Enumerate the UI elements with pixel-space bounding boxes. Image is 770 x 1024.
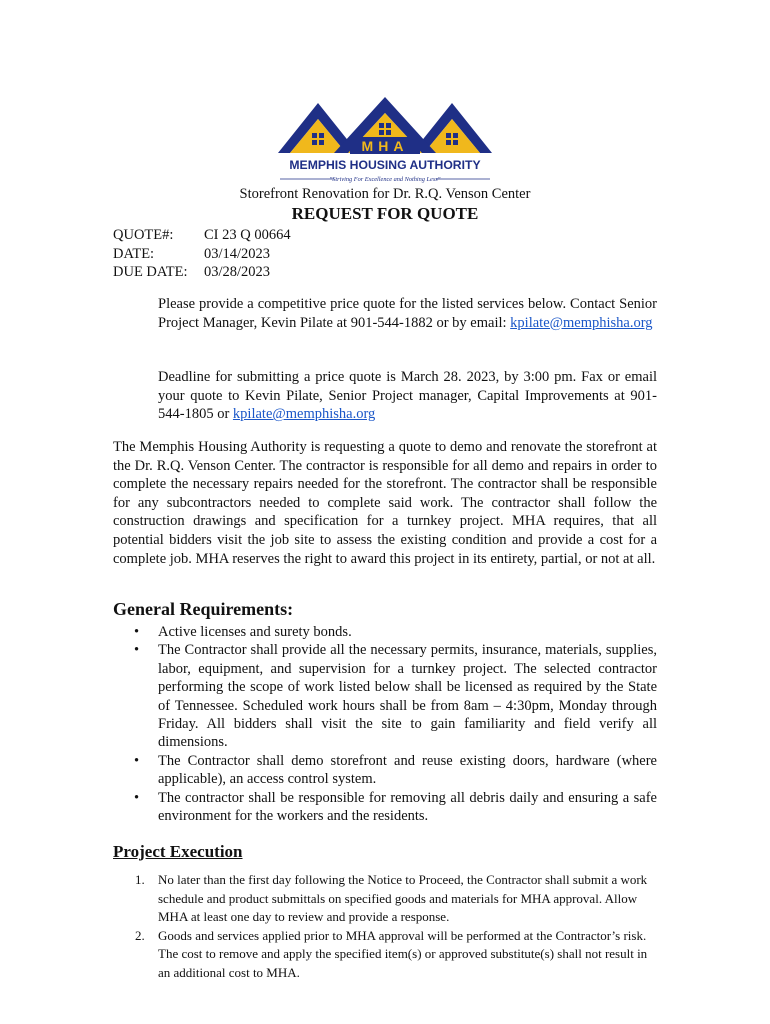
deadline-text: Deadline for submitting a price quote is March 28. 2023, by 3:00 pm. Fax or email your quote to Kevin Pilate, Senior Project manager, Capital Improvements at 901-544-1805 or [158, 369, 657, 423]
bullet-icon: • [134, 624, 140, 640]
meta-value: 03/28/2023 [204, 264, 271, 280]
document-title: REQUEST FOR QUOTE [291, 204, 479, 223]
meta-row-quote [113, 226, 291, 245]
logo-tagline: "Striving For Excellence and Nothing Less" [329, 176, 441, 183]
deadline-email-link[interactable]: kpilate@memphisha.org [232, 406, 376, 423]
meta-value: 03/14/2023 [204, 245, 271, 262]
quote-meta [113, 226, 291, 282]
meta-label: QUOTE#: [113, 227, 174, 243]
list-item [113, 789, 657, 826]
logo-letters: MHA [361, 138, 409, 154]
list-item-text: The contractor shall be responsible for removing all debris daily and ensuring a safe environment for the workers and the residents. [158, 789, 657, 825]
list-item [113, 752, 657, 789]
mha-logo [276, 95, 494, 187]
project-execution-heading: Project Execution [113, 842, 243, 861]
contact-paragraph [158, 295, 657, 332]
list-item-text: Active licenses and surety bonds. [158, 624, 352, 640]
list-item [113, 871, 657, 927]
contact-email-link[interactable]: kpilate@memphisha.org [510, 314, 653, 331]
list-item [113, 927, 657, 983]
general-requirements-heading: General Requirements: [113, 599, 294, 619]
meta-label: DUE DATE: [113, 264, 188, 280]
list-number: 1. [135, 872, 145, 887]
list-item [113, 641, 657, 751]
list-item-text: No later than the first day following the Notice to Proceed, the Contractor shall submit a work schedule and product submittals on specified goods and materials for MHA approval. Allow MHA at least one day to review and provide a response. [158, 872, 648, 925]
meta-value: CI 23 Q 00664 [204, 227, 291, 243]
list-item-text: The Contractor shall demo storefront and reuse existing doors, hardware (where applicable), an access control system. [158, 752, 657, 788]
document-subtitle: Storefront Renovation for Dr. R.Q. Venson Center [239, 186, 531, 202]
bullet-icon: • [134, 789, 140, 806]
list-item-text: The Contractor shall provide all the necessary permits, insurance, materials, supplies, labor, equipment, and supervision for a turnkey project. The selected contractor performing the scope of work listed below shall be licensed as required by the State of Tennessee. Scheduled work hours shall be from 8am – 4:30pm, Monday through Friday. All bidders shall visit the site to gain familiarity and field verify all dimensions. [158, 642, 657, 751]
list-item-text: Goods and services applied prior to MHA approval will be performed at the Contractor’s risk. The cost to remove and apply the specified item(s) or approved substitute(s) shall not result in an additional cost to MHA. [158, 927, 648, 980]
meta-label: DATE: [113, 245, 155, 262]
contact-text: Please provide a competitive price quote for the listed services below. Contact Senior Project Manager, Kevin Pilate at 901-544-1882 or by email: [158, 296, 657, 331]
scope-paragraph: The Memphis Housing Authority is requesting a quote to demo and renovate the storefront at the Dr. R.Q. Venson Center. The contractor is responsible for all demo and repairs in order to complete the necessary repairs needed for the storefront. The contractor shall be responsible for any subcontractors needed to complete said work. The contractor shall follow the construction drawings and specification for a turnkey project. MHA requires, that all potential bidders visit the job site to assess the existing condition and provide a cost for a complete job. MHA reserves the right to award this project in its entirety, partial, or not at all. [113, 439, 657, 567]
list-number: 2. [135, 927, 145, 943]
meta-row-due-date [113, 263, 291, 282]
project-execution-list [113, 871, 657, 983]
deadline-paragraph [158, 368, 657, 424]
logo-org-name: MEMPHIS HOUSING AUTHORITY [289, 158, 481, 172]
meta-row-date [113, 245, 291, 264]
list-item [113, 623, 657, 641]
bullet-icon: • [134, 642, 140, 659]
general-requirements-list [113, 623, 657, 825]
bullet-icon: • [134, 752, 140, 769]
